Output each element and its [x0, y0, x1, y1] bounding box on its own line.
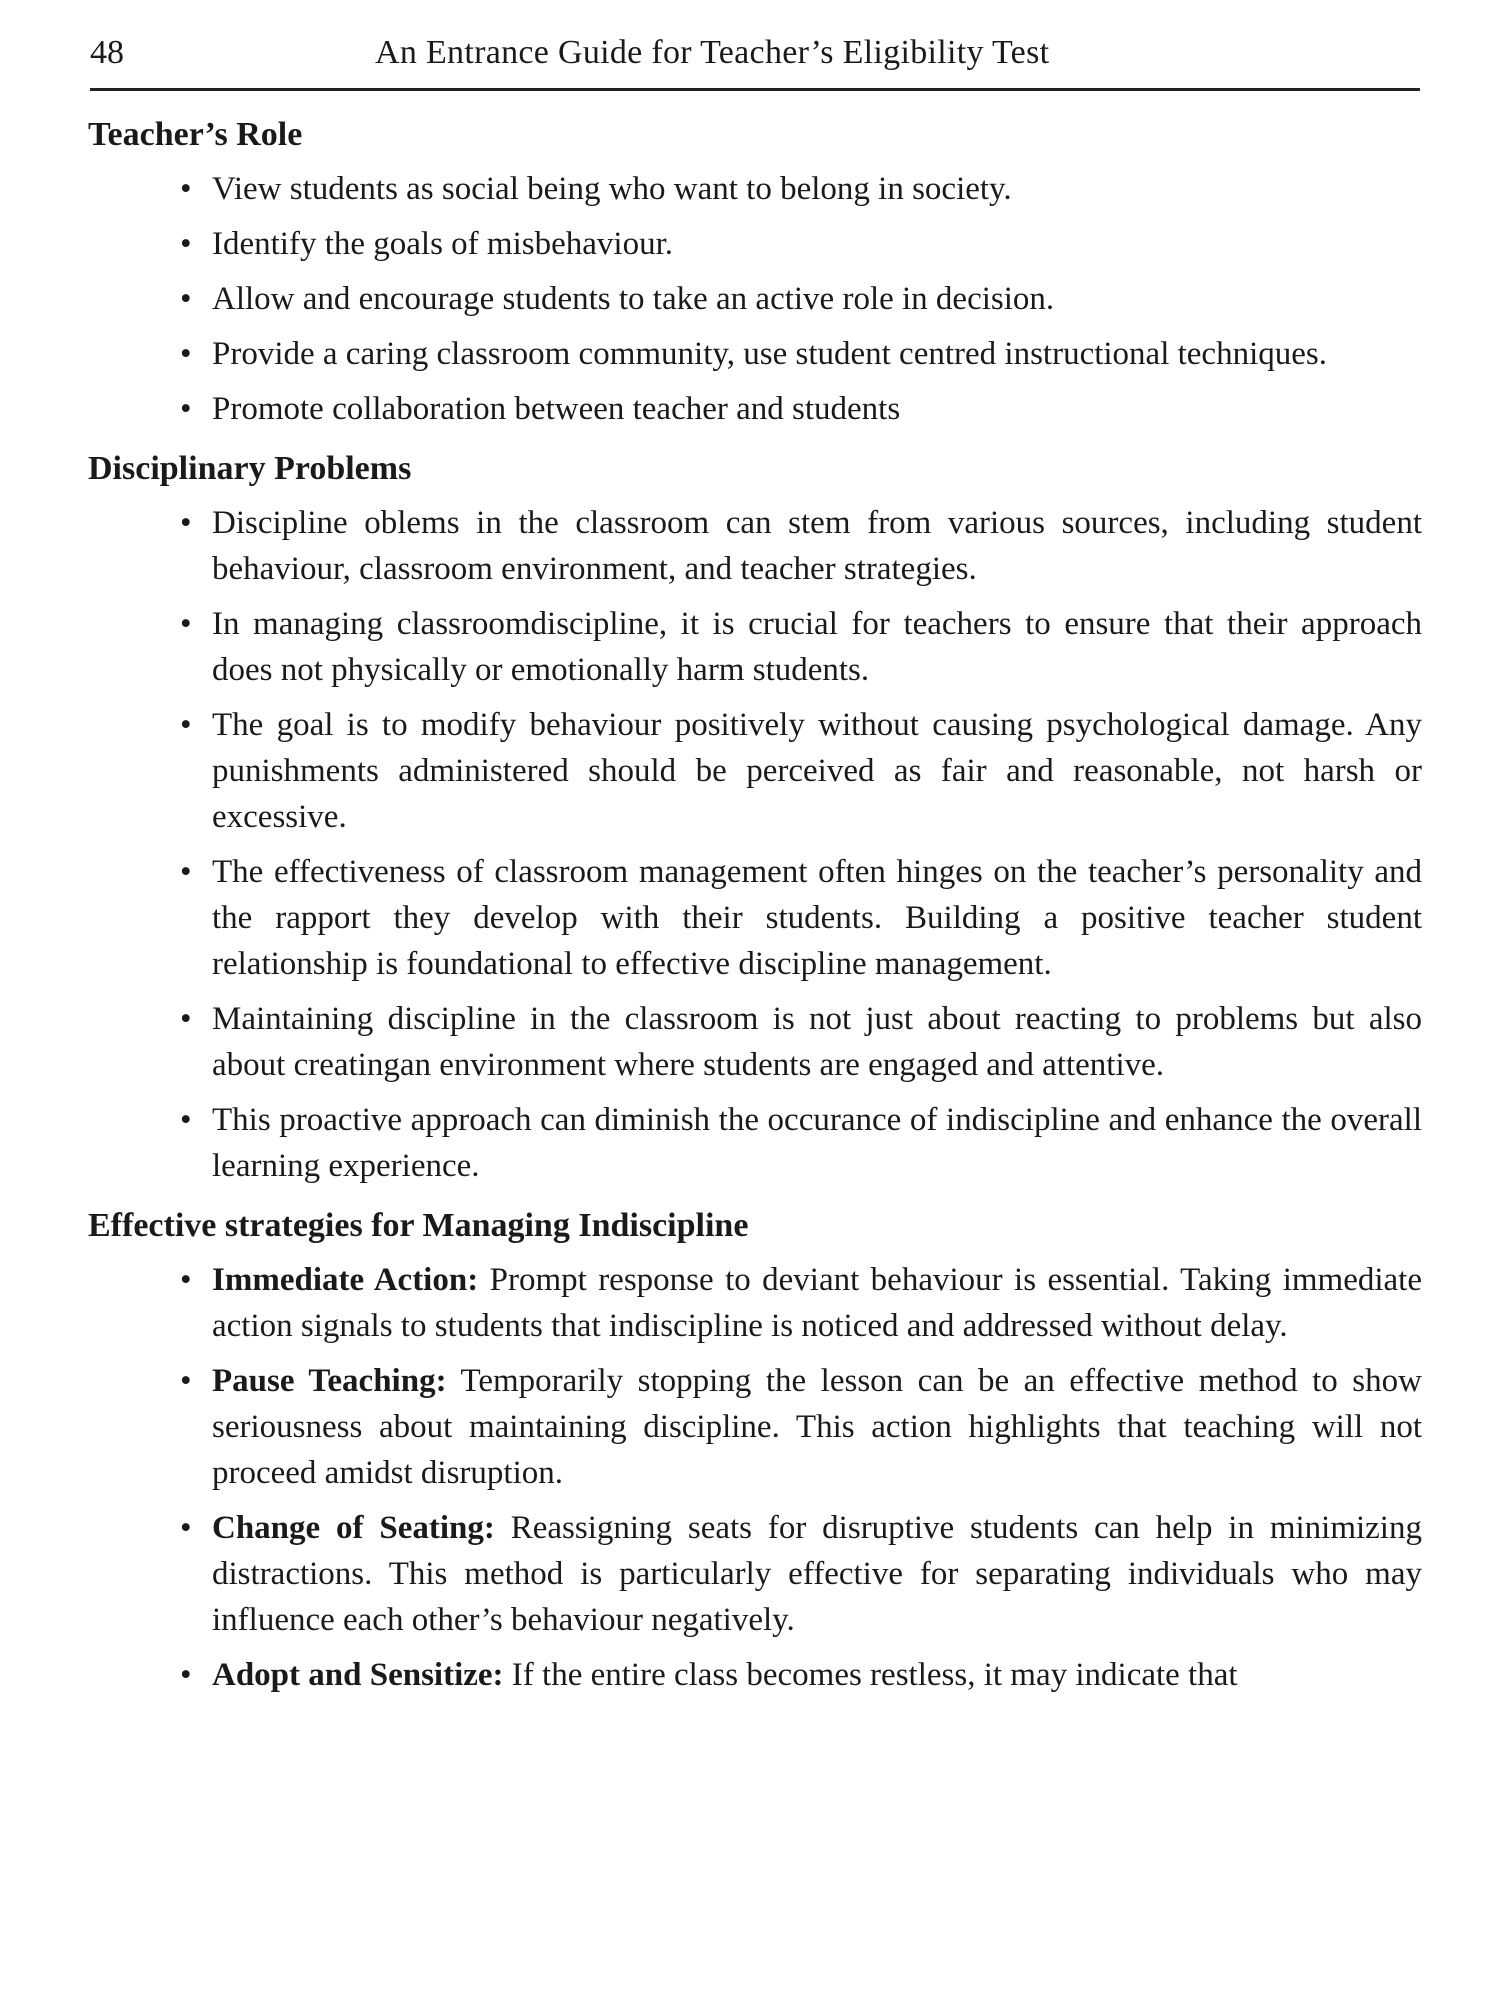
bullet-icon: •: [180, 707, 192, 743]
list-item: [180, 500, 1422, 592]
bullet-icon: •: [180, 1363, 192, 1399]
bullet-icon: •: [180, 854, 192, 890]
bullet-text: Reassigning seats for disruptive students can help in minimizing distractions. This method is particularly effective for separating individuals who may influence each other’s behaviour negatively.: [212, 1510, 1422, 1638]
effective-strategies-list: [0, 1257, 1500, 1698]
list-item: [180, 331, 1422, 377]
list-item: [180, 1257, 1422, 1349]
bullet-icon: •: [180, 1510, 192, 1546]
bullet-icon: •: [180, 1102, 192, 1138]
bullet-text: Discipline oblems in the classroom can stem from various sources, including student behaviour, classroom environment, and teacher strategies.: [212, 505, 1422, 587]
bullet-lead: Change of Seating:: [212, 1510, 495, 1546]
page-body: [0, 112, 1500, 1712]
list-item: [180, 1505, 1422, 1643]
bullet-icon: •: [180, 1657, 192, 1693]
section-heading-effective-strategies: Effective strategies for Managing Indiscipline: [88, 1207, 749, 1244]
bullet-icon: •: [180, 281, 192, 317]
list-item: [180, 386, 1422, 432]
list-item: [180, 1097, 1422, 1189]
teachers-role-list: [0, 166, 1500, 432]
bullet-icon: •: [180, 505, 192, 541]
list-item: [180, 221, 1422, 267]
bullet-text: Provide a caring classroom community, use student centred instructional techniques.: [212, 336, 1327, 372]
running-header: [90, 30, 1420, 76]
list-item: [180, 166, 1422, 212]
list-item: [180, 601, 1422, 693]
list-item: [180, 849, 1422, 987]
list-item: [180, 1358, 1422, 1496]
bullet-text: Promote collaboration between teacher and students: [212, 391, 901, 427]
running-title: An Entrance Guide for Teacher’s Eligibility Test: [375, 34, 1050, 71]
bullet-text: In managing classroomdiscipline, it is crucial for teachers to ensure that their approach does not physically or emotionally harm students.: [212, 606, 1422, 688]
bullet-text: Identify the goals of misbehaviour.: [212, 226, 673, 262]
section-heading-disciplinary-problems: Disciplinary Problems: [88, 450, 412, 487]
bullet-icon: •: [180, 1262, 192, 1298]
section-heading-teachers-role: Teacher’s Role: [88, 116, 303, 153]
bullet-text: Prompt response to deviant behaviour is essential. Taking immediate action signals to students that indiscipline is noticed and addressed without delay.: [212, 1262, 1422, 1344]
bullet-lead: Immediate Action:: [212, 1262, 479, 1298]
list-item: [180, 1652, 1422, 1698]
bullet-text: Allow and encourage students to take an active role in decision.: [212, 281, 1055, 317]
bullet-icon: •: [180, 391, 192, 427]
bullet-lead: Adopt and Sensitize:: [212, 1657, 504, 1693]
list-item: [180, 996, 1422, 1088]
list-item: [180, 276, 1422, 322]
bullet-icon: •: [180, 226, 192, 262]
bullet-icon: •: [180, 171, 192, 207]
bullet-icon: •: [180, 1001, 192, 1037]
bullet-text: Maintaining discipline in the classroom is not just about reacting to problems but also about creatingan environment where students are engaged and attentive.: [212, 1001, 1422, 1083]
bullet-text: This proactive approach can diminish the occurance of indiscipline and enhance the overall learning experience.: [212, 1102, 1422, 1184]
bullet-lead: Pause Teaching:: [212, 1363, 447, 1399]
bullet-text: The goal is to modify behaviour positively without causing psychological damage. Any punishments administered should be perceived as fair and reasonable, not harsh or excessive.: [212, 707, 1422, 835]
page-number: 48: [90, 34, 124, 71]
bullet-text: If the entire class becomes restless, it may indicate that: [503, 1657, 1238, 1693]
bullet-text: The effectiveness of classroom management often hinges on the teacher’s personality and the rapport they develop with their students. Building a positive teacher student relationship is foundational to effective discipline management.: [212, 854, 1422, 982]
bullet-text: Temporarily stopping the lesson can be an effective method to show seriousness about maintaining discipline. This action highlights that teaching will not proceed amidst disruption.: [212, 1363, 1422, 1491]
disciplinary-problems-list: [0, 500, 1500, 1189]
header-rule: [90, 88, 1420, 91]
bullet-text: View students as social being who want to belong in society.: [212, 171, 1012, 207]
bullet-icon: •: [180, 336, 192, 372]
bullet-icon: •: [180, 606, 192, 642]
list-item: [180, 702, 1422, 840]
